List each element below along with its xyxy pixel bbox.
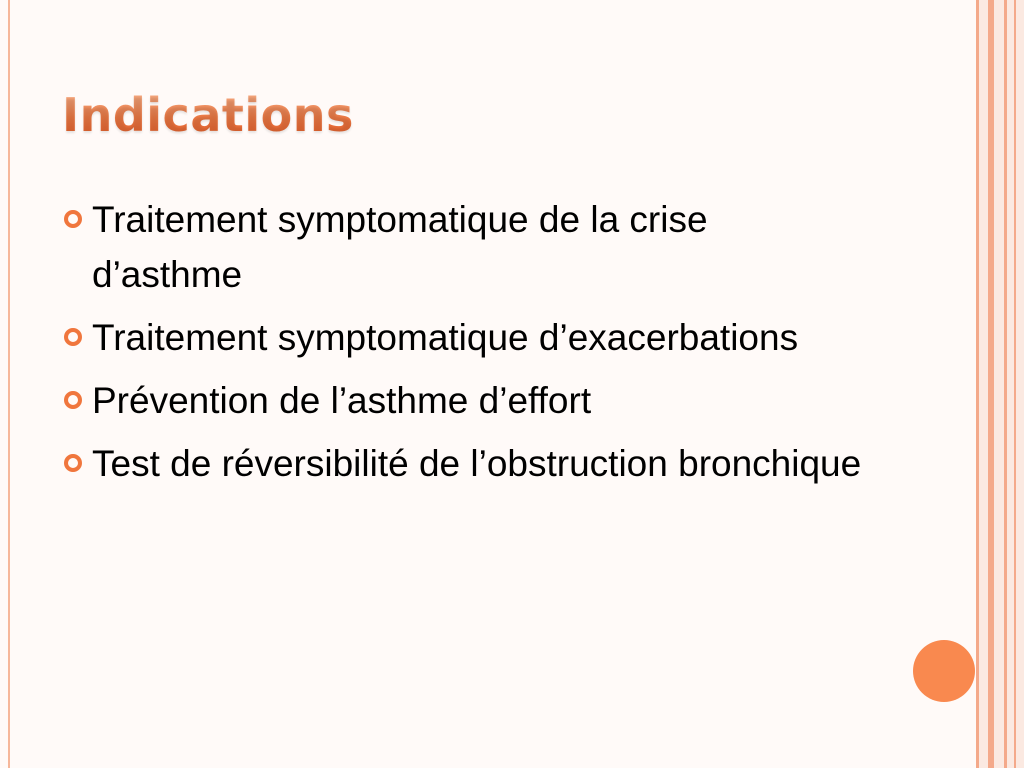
bullet-text: Traitement symptomatique de la crise d’asthme bbox=[92, 199, 708, 295]
bullet-item bbox=[62, 436, 862, 491]
ring-bullet-icon bbox=[64, 328, 82, 346]
decorative-circle bbox=[913, 640, 975, 702]
bullet-text: Prévention de l’asthme d’effort bbox=[92, 380, 592, 421]
ring-bullet-icon bbox=[64, 391, 82, 409]
ring-bullet-icon bbox=[64, 210, 82, 228]
bullet-item bbox=[62, 192, 862, 302]
right-border-line bbox=[1014, 0, 1016, 768]
left-border-line bbox=[8, 0, 10, 768]
bullet-list bbox=[62, 192, 862, 499]
bullet-item bbox=[62, 373, 862, 428]
slide-title: Indications bbox=[62, 88, 354, 142]
right-border-panel bbox=[976, 0, 1024, 768]
right-border-line bbox=[988, 0, 994, 768]
right-border-line bbox=[976, 0, 979, 768]
bullet-text: Test de réversibilité de l’obstruction bronchique bbox=[92, 443, 862, 484]
right-border-line bbox=[1004, 0, 1007, 768]
bullet-text: Traitement symptomatique d’exacerbations bbox=[92, 317, 799, 358]
bullet-item bbox=[62, 310, 862, 365]
ring-bullet-icon bbox=[64, 454, 82, 472]
